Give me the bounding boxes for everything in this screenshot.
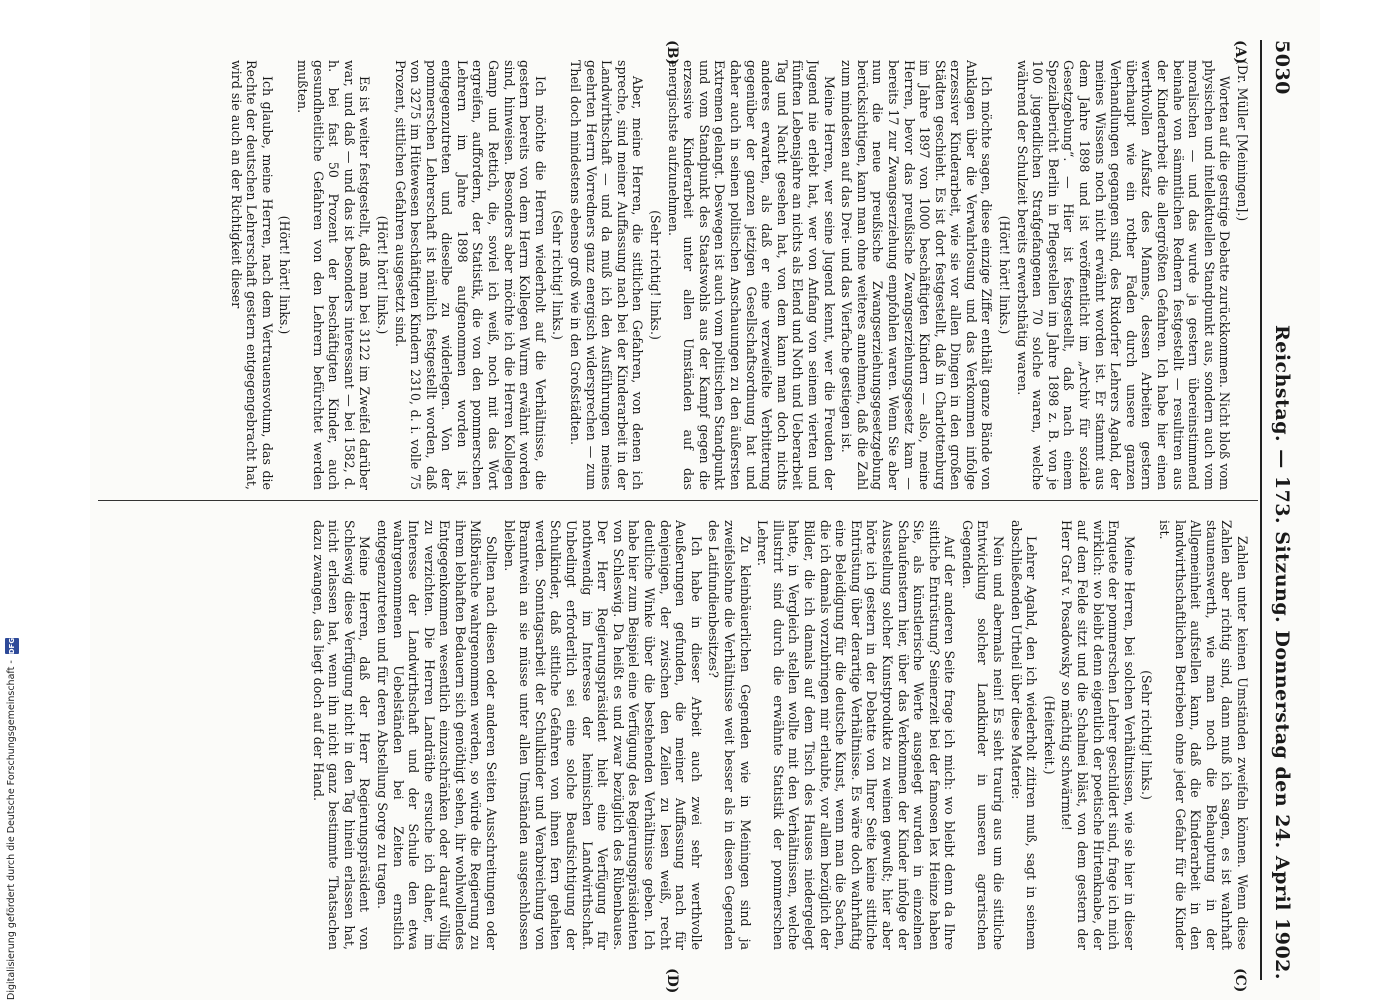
paragraph: Sollten nach diesen oder anderen Seiten Ausschreitungen oder Mißbräuche wahrgenommen werden, so würde die Regierung zu ihrem lebhaften Bedauern sich genöthigt sehen, ihr wohlwollendes Entgegenkommen wesentlich einzuschränken oder darauf völlig zu verzichten. Die Herren Landräthe ersuche ich daher, im Interesse der Landwirthschaft und der Schule den etwa wahrgenommenen Uebelständen bei Zeiten ernstlich entgegenzutreten und für deren Abstellung Sorge zu tragen. <box>374 520 500 950</box>
paragraph: Meine Herren, daß der Herr Regierungspräsident von Schleswig diese Verfügung nicht in den Tag hinein erlassen hat, nicht erlassen hat, wenn ihn nicht ganz bestimmte Thatsachen dazu zwangen, das liegt doch auf der Hand. <box>310 520 373 950</box>
paragraph: Meine Herren, bei solchen Verhältnissen, wie sie hier in dieser Enquete der pommerschen Lehrer geschildert sind, frage ich mich wirklich: wo bleibt denn eigentlich der poetische Hirtenknabe, der auf dem Felde sitzt und die Schalmei bläst, von dem gestern der Herr Graf v. Posadowsky so mächtig schwärmte! <box>1059 520 1137 950</box>
paragraph: Auf der anderen Seite frage ich mich: wo bleibt denn da Ihre sittliche Entrüstung? Seinerzeit bei der famosen lex Heinze haben Sie, als künstlerische Werte ausgelegt wurden in einzelnen Schaufenstern hier, über das Verkommen der Kinder infolge der Ausstellung solcher Kunstprodukte zu weinen gewußt; hier aber hörte ich gestern in der Debatte von Ihrer Seite keine sittliche Entrüstung über derartige Verhältnisse. Es wäre doch wahrhaftig eine Beleidigung für die deutsche Kunst, wenn man die Sachen, die ich damals vorzubringen mir erlaubte, vor allem bezüglich der Bilder, die ich damals auf dem Tisch des Hauses niedergelegt hatte, in Vergleich stellen wollte mit den Verhältnissen, welche illustrirt sind durch die erwähnte Statistik der pommerschen Lehrer. <box>755 520 958 950</box>
paragraph: Es ist weiter festgestellt, daß man bei 3122 im Zweifel darüber war, und daß — und das ist besonders interessant — bei 1582, d. h. bei fast 50 Prozent der beschäftigten Kinder, auch gesundheitliche Gefahren von den Lehrern befürchtet werden mußten. <box>294 60 373 490</box>
interjection: (Heiterkeit.) <box>1041 695 1057 775</box>
margin-letter-d: (D) <box>664 968 680 994</box>
rotated-page <box>90 0 1320 1000</box>
paragraph: Nein und abermals nein! Es sieht traurig aus um die sittliche Entwicklung solcher Landkinder in unseren agrarischen Gegenden. <box>959 520 1007 950</box>
interjection: (Sehr richtig! links.) <box>1139 670 1155 800</box>
interjection: (Hört! hört! links.) <box>374 215 390 335</box>
paragraph: Worten auf die gestrige Debatte zurückkommen. Nicht bloß vom physischen und intellektuellen Standpunkt aus, sondern auch vom moralischen — und das wurde ja gestern übereinstimmend beinahe von sämmtlichen Rednern festgestellt — resultiren aus der Kinderarbeit die allergrößten Gefahren. Ich habe hier einen werthvollen Aufsatz des Mannes, dessen Arbeiten gestern überhaupt wie ein rother Faden durch unsere ganzen Verhandlungen gegangen sind, des Rixdorfer Lehrers Agahd, der meines Wissens noch nicht erwähnt worden ist. Er stammt aus dem Jahre 1898 und ist veröffentlicht im „Archiv für soziale Gesetzgebung“. — Hier ist festgestellt, daß nach einem Spezialbericht Berlin in Pflegestellen im Jahre 1898 z. B. von je 100 jugendlichen Strafgefangenen 70 solche waren, welche während der Schulzeit bereits erwerbsthätig waren. <box>1014 60 1233 490</box>
interjection: (Hört! hört! links.) <box>997 215 1013 335</box>
digitization-credit: Digitalisierung gefördert durch die Deutsche Forschungsgemeinschaft - <box>6 660 17 1000</box>
paragraph: Lehrer Agahd, den ich wiederholt zitiren muß, sagt in seinem abschließenden Urtheil über diese Materie: <box>1008 520 1040 950</box>
paragraph: Ich möchte die Herren wiederholt auf die Verhältnisse, die gestern bereits von dem Herrn Kollegen Wurm erwähnt worden sind, hinweisen. Besonders aber möchte ich die Herren Kollegen Gamp und Rettich, die, soviel ich weiß, noch mit das Wort ergreifen, auffordern, der Statistik, die von den pommerschen Lehrern im Jahre 1898 aufgenommen worden ist, entgegenzutreten und dieselbe zu widerlegen. Von der pommerschen Lehrerschaft ist nämlich festgestellt worden, daß von 3275 im Hütewesen beschäftigten Kindern 2310, d. i. volle 75 Prozent, sittlichen Gefahren ausgesetzt sind. <box>392 60 548 490</box>
margin-letter-c: (C) <box>1232 968 1248 993</box>
right-column <box>100 520 1250 950</box>
paragraph: Ich möchte sagen, diese einzige Ziffer enthält ganze Bände von Anklagen über die Verwahrlosung und das Verkommen infolge erzessiver Kinderarbeit, wie sie vor allen Dingen in den großen Städten geschieht. Es ist dort festgestellt, daß in Charlottenburg im Jahre 1897 von 1000 beschäftigten Kindern — also, meine Herren, bevor das preußische Zwangserziehungsgesetz kam — bereits 17 zur Zwangserziehung empfohlen waren. Wenn Sie aber nun die neue preußische Zwangserziehungsgesetzgebung berücksichtigen, kann man ohne weiteres annehmen, daß die Zahl zum mindesten auf das Drei- und das Vierfache gestiegen ist. <box>839 60 995 490</box>
interjection: (Sehr richtig! links.) <box>550 210 566 340</box>
paragraph: Zu kleinbäuerlichen Gegenden wie in Meiningen sind ja zweifelsohne die Verhältnisse weit besser als in diesen Gegenden des Latifundienbesitzes? <box>706 520 753 950</box>
margin-letter-b: (B) <box>664 40 680 66</box>
margin-letter-a: (A) <box>1232 40 1248 65</box>
digitization-footer <box>0 637 24 1000</box>
speaker-label: (Dr. Müller [Meiningen].) <box>1235 60 1250 222</box>
paragraph: Meine Herren, wer seine Jugend kennt, wer die Freuden der Jugend nie erlebt hat, wer von Anfang von seinem vierten und fünften Lebensjahre an nichts als Elend und Noth und Ueberarbeit Tag und Nacht gesehen hat, von dem kann man doch nichts anderes erwarten, als daß er eine verzweifelte Verbitterung gegenüber der ganzen jetzigen Gesellschaftsordnung hat und daher auch in seinen politischen Anschauungen zu den äußersten Extremen gelangt. Deswegen ist auch vom politischen Standpunkt und vom Standpunkt des Staatswohls aus der Kampf gegen die erzessive Kinderarbeit unter allen Umständen auf das energischste aufzunehmen. <box>665 60 837 490</box>
paragraph: Ich glaube, meine Herren, nach dem Vertrauensvotum, das die Rechte der deutschen Lehrerschaft gestern entgegengebracht hat, wird sie auch an der Richtigkeit dieser <box>228 60 275 490</box>
interjection: (Hört! hört! links.) <box>277 215 293 335</box>
page-title: Reichstag. — 173. Sitzung. Donnerstag den 24. April 1902. <box>1271 324 1293 980</box>
paragraph: Aber, meine Herren, die sittlichen Gefahren, von denen ich spreche, sind meiner Auffassung nach bei der Kinderarbeit in der Landwirthschaft — und da muß ich den Ausführungen meines geehrten Herrn Vorredners ganz energisch widersprechen — zum Theil doch mindestens ebenso groß wie in den Großstädten. <box>568 60 646 490</box>
dfg-logo-icon: DFG <box>5 638 19 654</box>
paragraph: Zahlen unter keinen Umständen zweifeln können. Wenn diese Zahlen aber richtig sind, dann muß ich sagen, es ist wahrhaft staunenswerth, wie man noch die Behauptung in der Allgemeinheit aufstellen kann, daß die Kinderarbeit in den landwirthschaftlichen Betrieben ohne jeder Gefahr für die Kinder ist. <box>1157 520 1250 950</box>
page-header <box>1260 40 1302 980</box>
page-number: 5030 <box>1271 40 1293 95</box>
column-divider <box>98 500 1258 501</box>
left-column <box>100 60 1250 490</box>
paragraph: Ich habe in dieser Arbeit auch zwei sehr werthvolle Aeußerungen gefunden, die meiner Auffassung nach für denjenigen, der zwischen den Zeilen zu lesen weiß, recht deutliche Winke über die bestehenden Verhältnisse geben. Ich habe hier zum Beispiel eine Verfügung des Regierungspräsidenten von Schleswig. Da heißt es und zwar bezüglich des Rübenbaues. Der Herr Regierungspräsident hielt eine Verfügung für nothwendig im Interesse der heimischen Landwirthschaft. Unbedingt erforderlich sei eine solche Beaufsichtigung der Schulkinder, daß sittliche Gefahren von ihnen fern gehalten werden. Sonntagsarbeit der Schulkinder und Verabreichung von Branntwein an sie müsse unter allen Umständen ausgeschlossen bleiben. <box>501 520 704 950</box>
interjection: (Sehr richtig! links.) <box>648 210 664 340</box>
